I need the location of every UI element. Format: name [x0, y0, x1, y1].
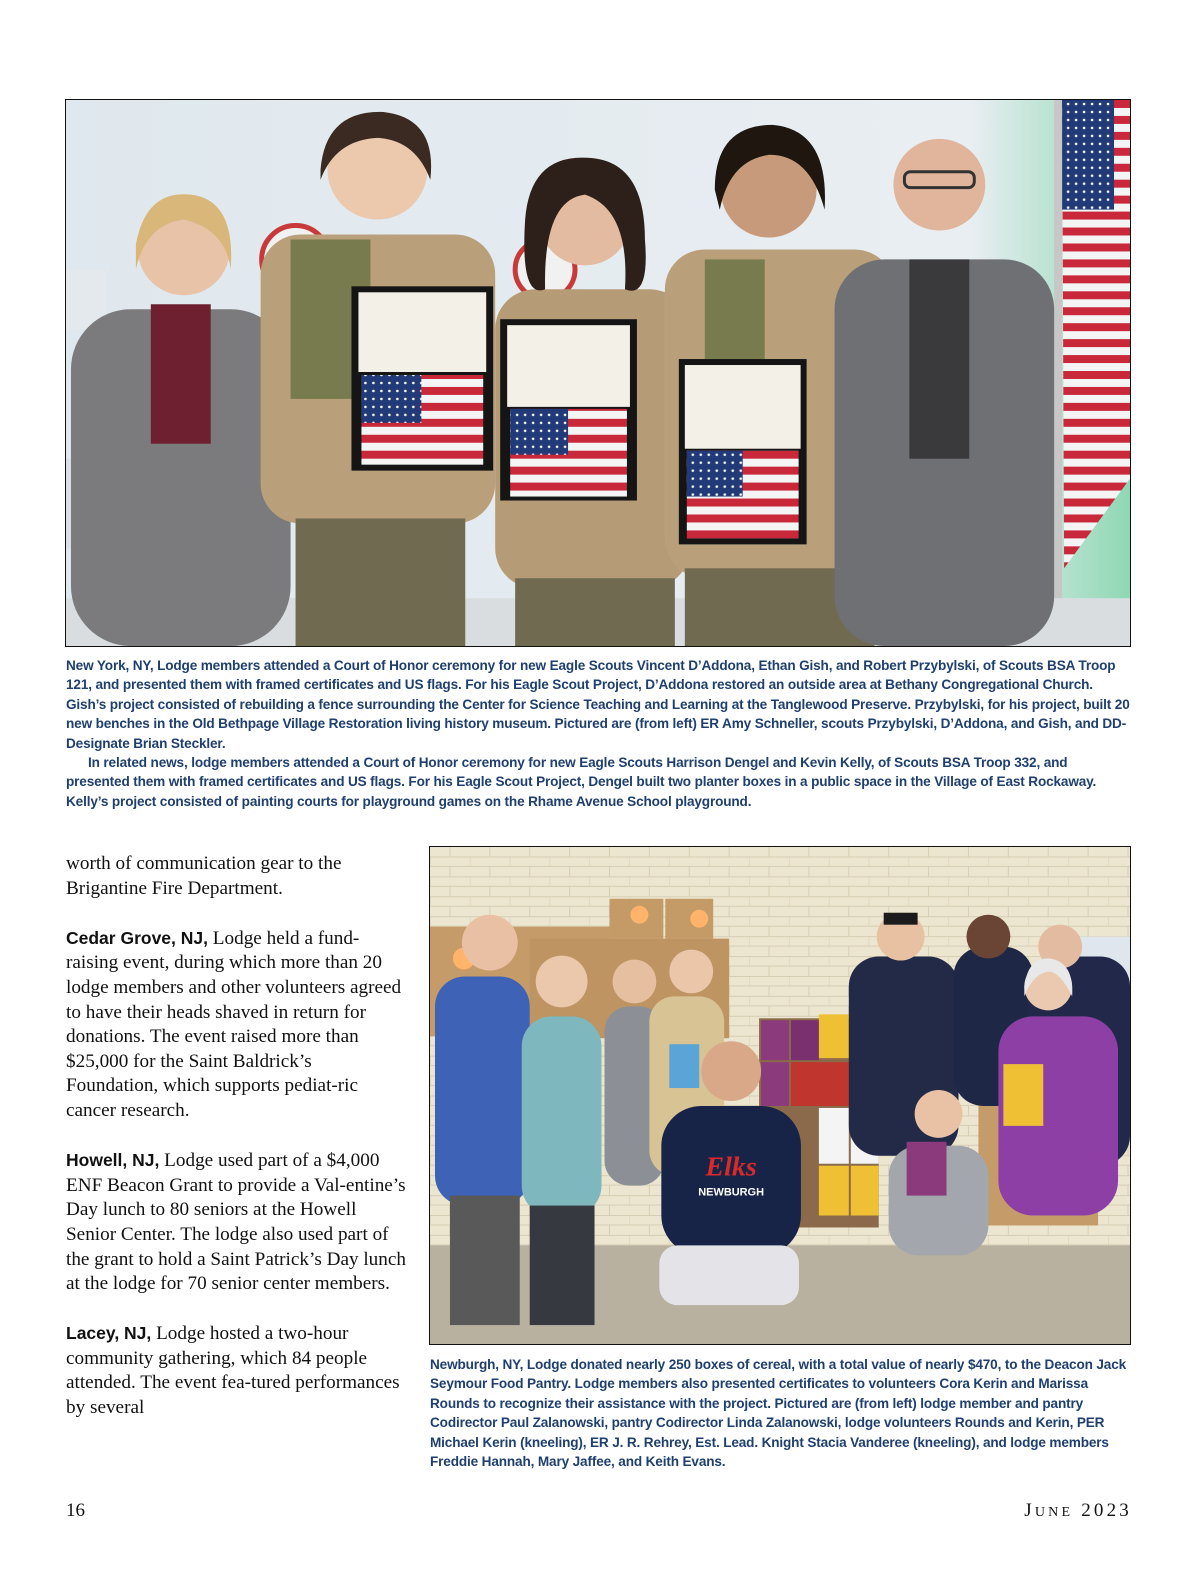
eagle-scouts-photo: [65, 99, 1131, 647]
caption-text: Lodge members attended a Court of Honor ceremony for new Eagle Scouts Vincent D’Addona, Ethan Gish, and Robert Przybylski, of Scouts BSA Troop 121, and presented them with framed certificates and US flags. For his Eagle Scout Project, D’Addona restored an outside area at Bethany Congregational Church. Gish’s project consisted of rebuilding a fence surrounding the Center for Science Teaching and Learning at the Tanglewood Preserve. Przybylski, for his project, built 20 new benches in the Old Bethpage Village Restoration living history museum. Pictured are (from left) ER Amy Schneller, scouts Przybylski, D’Addona, and Gish, and DD-Designate Brian Steckler.: [66, 658, 1130, 751]
article-paragraph: [66, 852, 406, 901]
article-column: [66, 852, 406, 1445]
article-paragraph: [66, 926, 406, 1124]
caption-location: Newburgh, NY,: [430, 1357, 524, 1372]
paragraph-text: worth of communication gear to the Brigantine Fire Department.: [66, 853, 342, 899]
caption-text: Lodge donated nearly 250 boxes of cereal, with a total value of nearly $470, to the Deacon Jack Seymour Food Pantry. Lodge members also presented certificates to volunteers Cora Kerin and Marissa Rounds to recognize their assistance with the project. Pictured are (from left) lodge member and pantry Codirector Paul Zalanowski, pantry Codirector Linda Zalanowski, lodge volunteers Rounds and Kerin, PER Michael Kerin (kneeling), ER J. R. Rehrey, Est. Lead. Knight Stacia Vanderee (kneeling), and lodge members Freddie Hannah, Mary Jaffee, and Keith Evans.: [430, 1357, 1127, 1470]
place-name: Lacey, NJ,: [66, 1323, 152, 1344]
shirt-newburgh-text: NEWBURGH: [698, 1186, 765, 1199]
month-rest: UNE: [1034, 1505, 1074, 1520]
place-name: Cedar Grove, NJ,: [66, 927, 208, 948]
paragraph-text: Lodge hosted a two-hour community gathering, which 84 people attended. The event fea-tured performances by several: [66, 1323, 400, 1419]
food-pantry-photo: [429, 846, 1131, 1345]
page-number: 16: [66, 1500, 85, 1521]
eagle-scouts-caption: [66, 656, 1134, 811]
shirt-elks-text: Elks: [705, 1151, 757, 1183]
paragraph-text: Lodge used part of a $4,000 ENF Beacon Grant to provide a Val-entine’s Day lunch to 80 seniors at the Howell Senior Center. The lodge also used part of the grant to hold a Saint Patrick’s Day lunch at the lodge for 70 senior center members.: [66, 1150, 406, 1295]
place-name: Howell, NJ,: [66, 1150, 160, 1171]
month-initial: J: [1024, 1500, 1035, 1521]
article-paragraph: [66, 1148, 406, 1297]
issue-year: 2023: [1081, 1500, 1132, 1521]
caption-location: New York, NY,: [66, 658, 154, 673]
food-pantry-caption: [430, 1355, 1130, 1471]
caption-text-related: In related news, lodge members attended a Court of Honor ceremony for new Eagle Scouts Harrison Dengel and Kevin Kelly, of Scouts BSA Troop 332, and presented them with framed certificates and US flags. For his Eagle Scout Project, Dengel built two planter boxes in a public space in the Village of East Rockaway. Kelly’s project consisted of painting courts for playground games on the Rhame Avenue School playground.: [66, 755, 1097, 809]
article-paragraph: [66, 1321, 406, 1420]
issue-date: [1024, 1500, 1132, 1522]
paragraph-text: Lodge held a fund-raising event, during which more than 20 lodge members and other volunteers agreed to have their heads shaved in return for donations. The event raised more than $25,000 for the Saint Baldrick’s Foundation, which supports pediat-ric cancer research.: [66, 927, 402, 1121]
